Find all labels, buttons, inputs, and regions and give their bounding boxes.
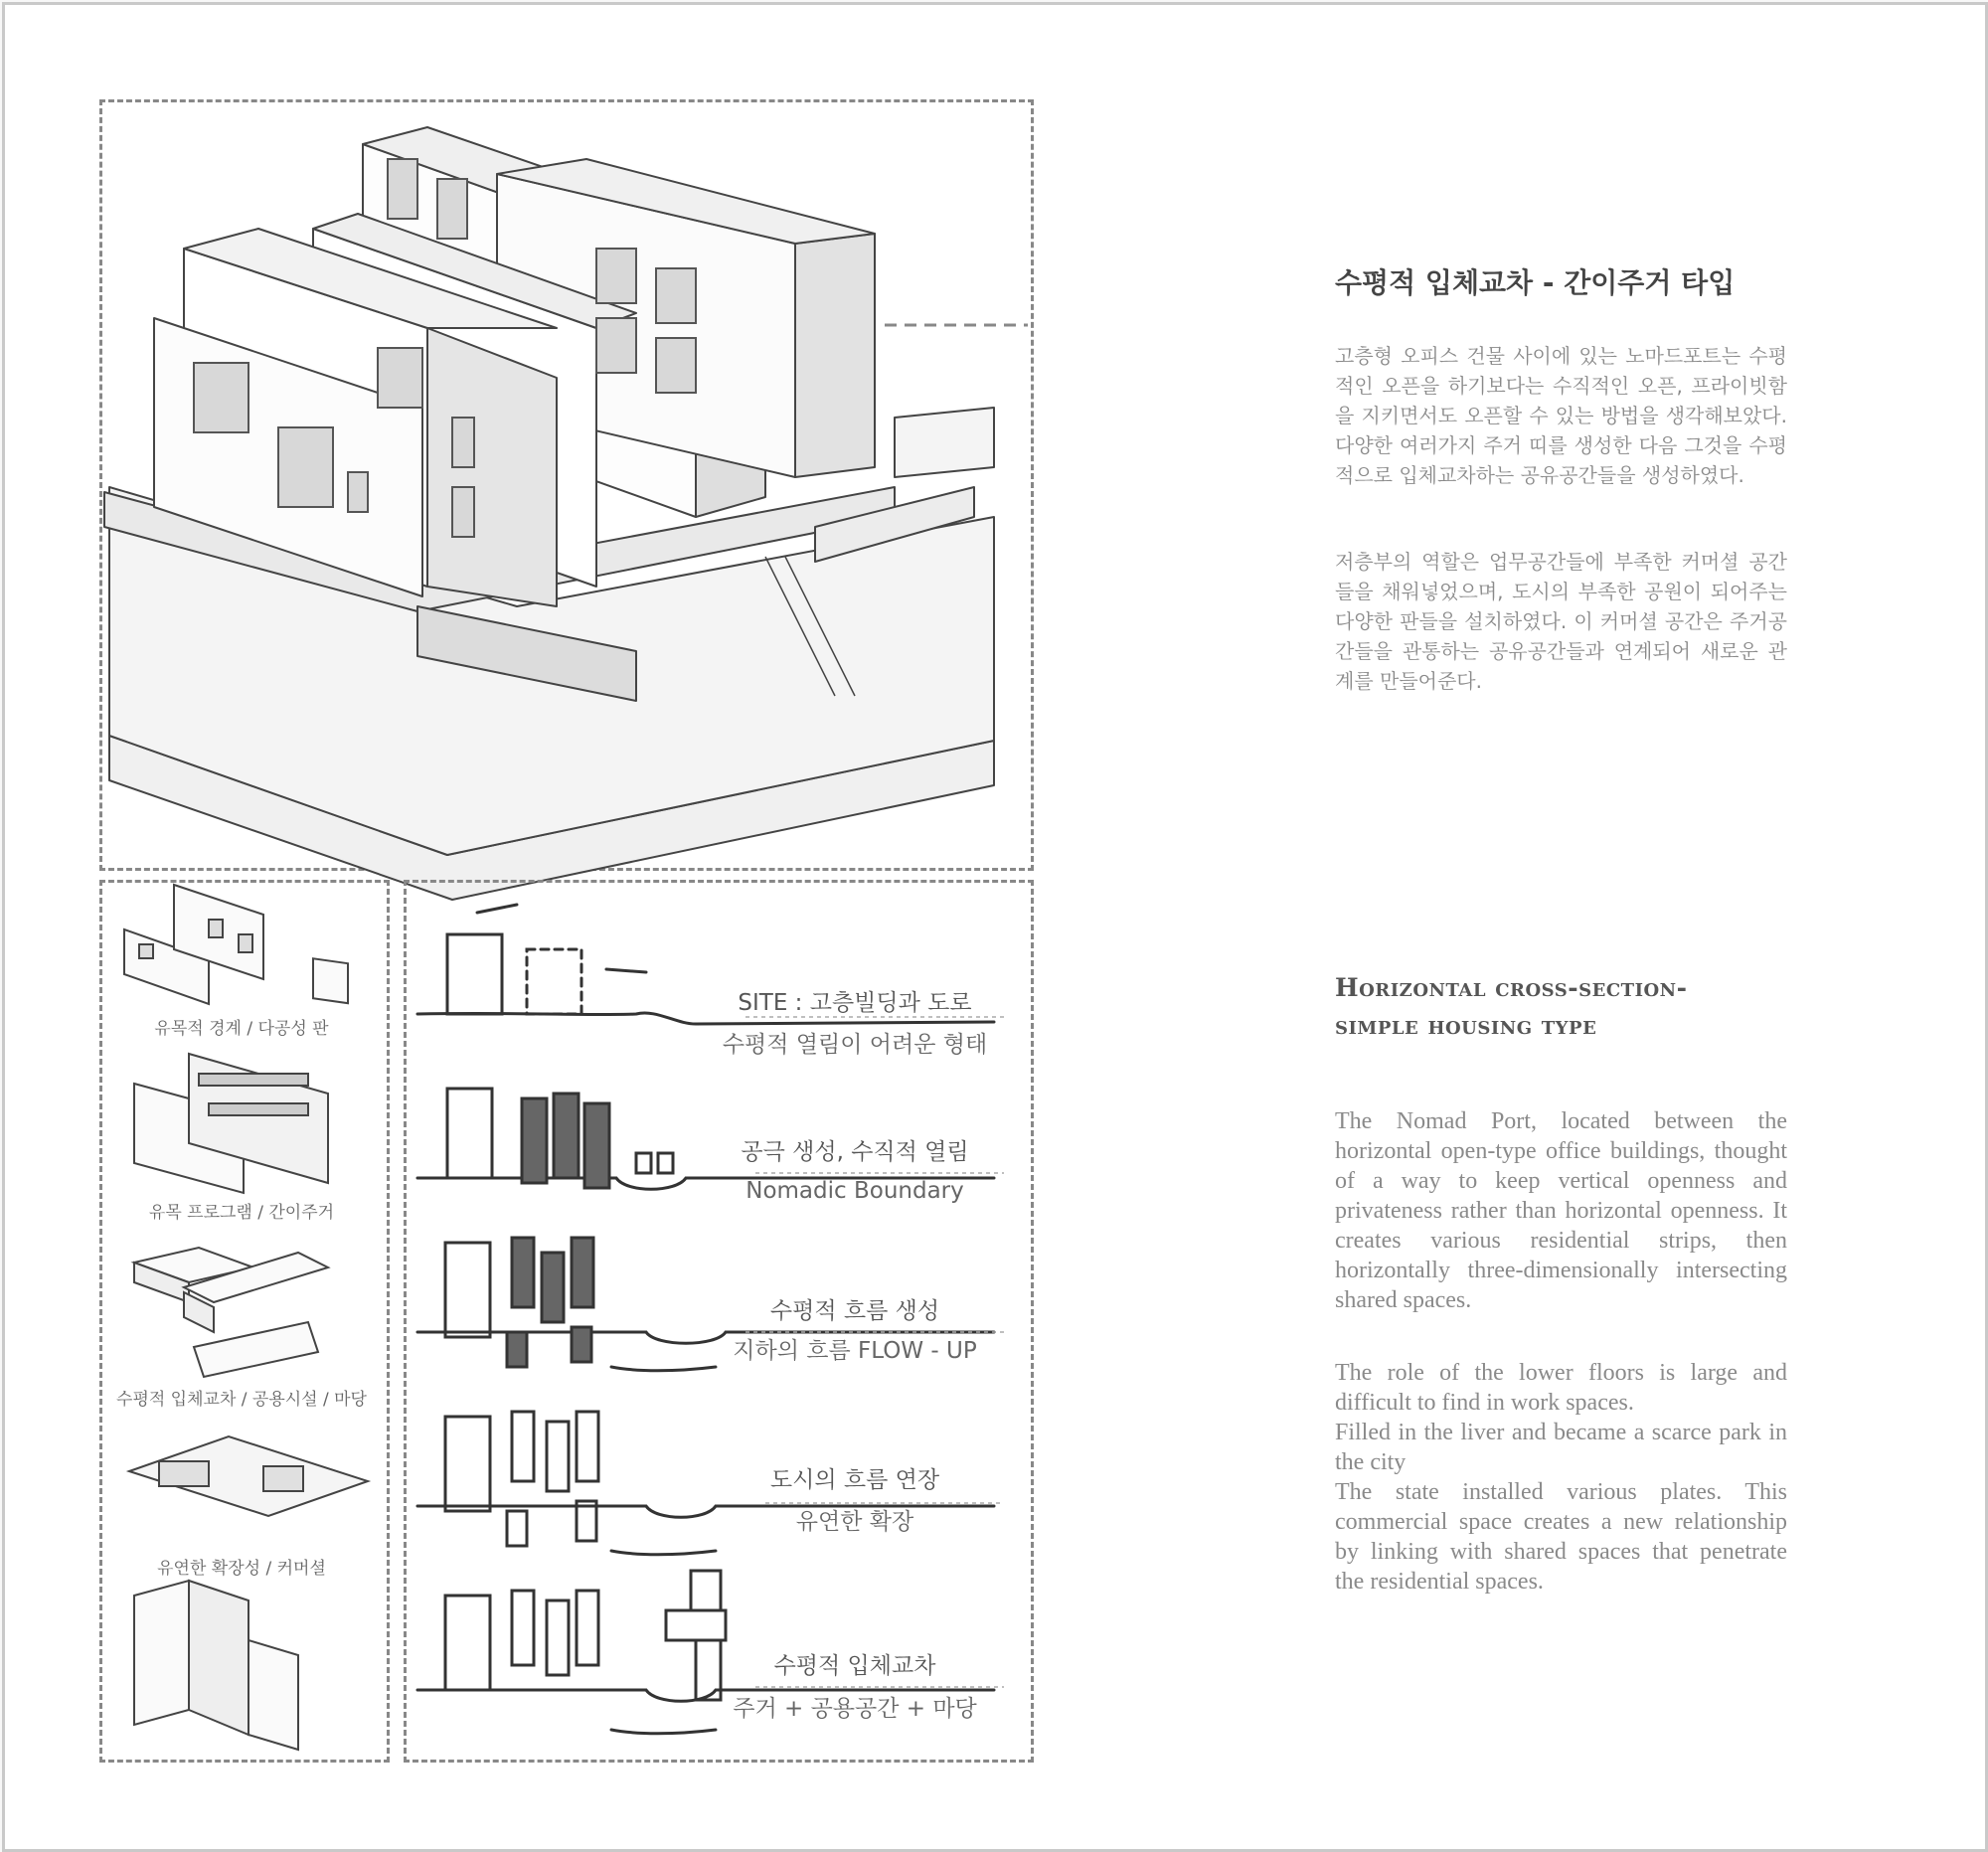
sketch-label-5a: 수평적 입체교차 bbox=[773, 1653, 936, 1679]
program-frame bbox=[99, 880, 390, 1763]
sketch-label-3b: 지하의 흐름 FLOW - UP bbox=[733, 1338, 977, 1364]
english-paragraph-2 bbox=[1335, 1358, 1787, 1597]
sketch-label-4b: 유연한 확장 bbox=[795, 1509, 914, 1535]
sketch-label-2b: Nomadic Boundary bbox=[746, 1178, 964, 1204]
english-paragraph-2-line: Filled in the liver and became a scarce park in the city bbox=[1335, 1420, 1787, 1475]
korean-paragraph-2: 저층부의 역할은 업무공간들에 부족한 커머셜 공간들을 채워넣었으며, 도시의 부족한 공원이 되어주는 다양한 판들을 설치하였다. 이 커머셜 공간은 주거공간들을 관통하는 공유공간들과 연계되어 새로운 관계를 만들어준다. bbox=[1335, 550, 1787, 693]
sketch-label-5b: 주거 + 공용공간 + 마당 bbox=[733, 1696, 977, 1722]
sketch-label-4a: 도시의 흐름 연장 bbox=[769, 1467, 940, 1493]
korean-title: 수평적 입체교차 - 간이주거 타입 bbox=[1335, 266, 1736, 299]
english-paragraph-2-line: The state installed various plates. This commercial space creates a new relationship by linking with shared spaces that penetrate the residential spaces. bbox=[1335, 1479, 1787, 1595]
korean-paragraph-1: 고층형 오피스 건물 사이에 있는 노마드포트는 수평적인 오픈을 하기보다는 수직적인 오픈, 프라이빗함을 지키면서도 오픈할 수 있는 방법을 생각해보았다. 다양한 여러가지 주거 띠를 생성한 다음 그것을 수평적으로 입체교차하는 공유공간들을 생성하였다. bbox=[1335, 344, 1787, 487]
sketch-label-2a: 공극 생성, 수직적 열림 bbox=[741, 1139, 969, 1165]
program-label: 유목적 경계 / 다공성 판 bbox=[154, 1019, 329, 1039]
program-label: 유목 프로그램 / 간이주거 bbox=[148, 1203, 335, 1223]
english-paragraph-2-line: The role of the lower floors is large and difficult to find in work spaces. bbox=[1335, 1360, 1787, 1416]
english-title bbox=[1335, 969, 1688, 1045]
sketch-label-3a: 수평적 흐름 생성 bbox=[769, 1298, 940, 1324]
sketch-label-1a: SITE : 고층빌딩과 도로 bbox=[738, 990, 972, 1016]
axonometric-frame bbox=[99, 99, 1034, 871]
program-label: 수평적 입체교차 / 공용시설 / 마당 bbox=[116, 1390, 367, 1410]
english-title-line-2: simple housing type bbox=[1335, 1011, 1597, 1040]
english-paragraph-1: The Nomad Port, located between the horizontal open-type office buildings, thought of a way to keep vertical openness and privateness rather than horizontal openness. It creates various residential strips, then horizontally three-dimensionally intersecting shared spaces. bbox=[1335, 1108, 1787, 1313]
sketch-label-1b: 수평적 열림이 어려운 형태 bbox=[722, 1032, 988, 1058]
english-title-line-1: Horizontal cross-section- bbox=[1335, 973, 1688, 1002]
program-label: 유연한 확장성 / 커머셜 bbox=[157, 1559, 326, 1579]
